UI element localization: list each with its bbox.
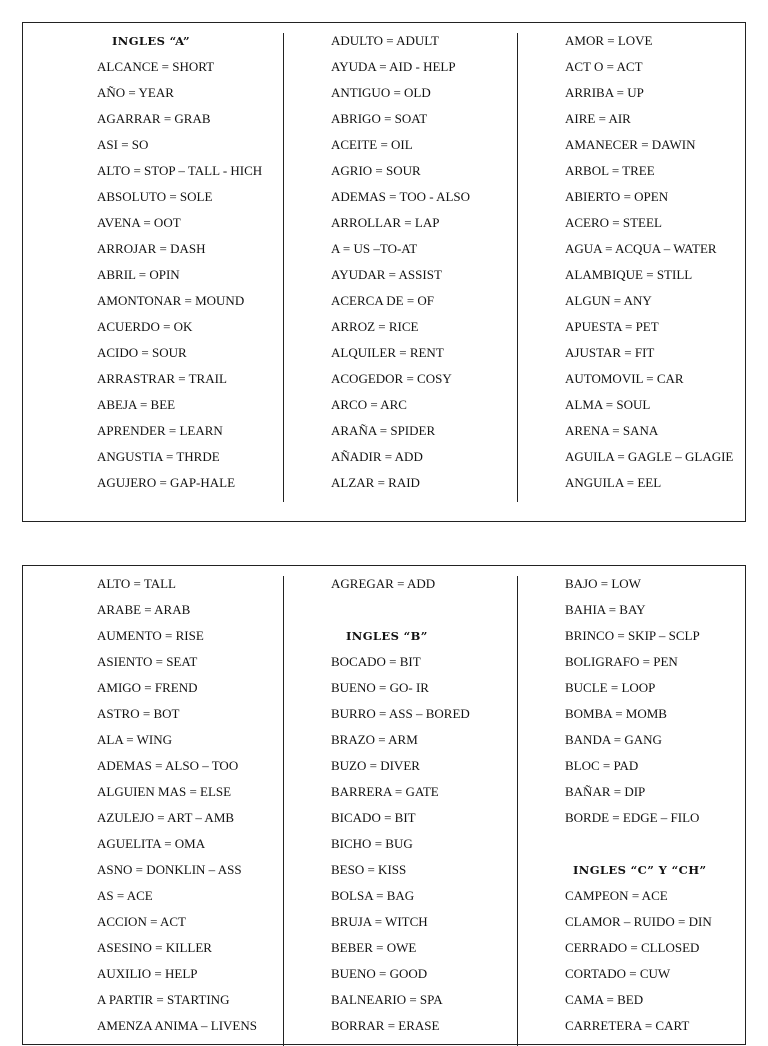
vocabulary-entry: BUZO = DIVER [331,758,420,773]
vocabulary-entry: ARENA = SANA [565,423,659,438]
vocabulary-entry: ALQUILER = RENT [331,345,444,360]
vocabulary-entry: AÑADIR = ADD [331,449,423,464]
vocabulary-entry: BUENO = GOOD [331,966,428,981]
vocabulary-column [565,28,733,496]
vocabulary-entry: ARAÑA = SPIDER [331,423,436,438]
vocabulary-entry: BICHO = BUG [331,836,413,851]
vocabulary-entry: ABEJA = BEE [97,397,176,412]
vocabulary-entry: ABRIL = OPIN [97,267,180,282]
vocabulary-entry: A PARTIR = STARTING [97,992,230,1007]
vocabulary-entry: ADEMAS = ALSO – TOO [97,758,239,773]
vocabulary-entry: AIRE = AIR [565,111,631,126]
vocabulary-entry: AMANECER = DAWIN [565,137,696,152]
vocabulary-entry: BORRAR = ERASE [331,1018,440,1033]
vocabulary-box-b [22,565,746,1045]
vocabulary-entry: ACUERDO = OK [97,319,193,334]
vocabulary-entry: ANTIGUO = OLD [331,85,431,100]
vocabulary-entry: ACT O = ACT [565,59,643,74]
vocabulary-box-a [22,22,746,522]
vocabulary-entry: BAÑAR = DIP [565,784,646,799]
vocabulary-entry: AMIGO = FREND [97,680,198,695]
vocabulary-entry: APRENDER = LEARN [97,423,223,438]
vocabulary-entry: ACEITE = OIL [331,137,413,152]
vocabulary-entry: AGUELITA = OMA [97,836,206,851]
vocabulary-entry: A = US –TO-AT [331,241,418,256]
vocabulary-entry: ABRIGO = SOAT [331,111,428,126]
vocabulary-column [97,28,262,496]
vocabulary-entry: ANGUILA = EEL [565,475,662,490]
vocabulary-entry: ALGUIEN MAS = ELSE [97,784,232,799]
vocabulary-entry: ARROJAR = DASH [97,241,206,256]
blank-line [331,597,470,623]
blank-line [565,831,712,857]
vocabulary-entry: AVENA = OOT [97,215,181,230]
vocabulary-entry: AMOR = LOVE [565,33,653,48]
vocabulary-entry: AÑO = YEAR [97,85,174,100]
column-divider [283,576,284,1046]
vocabulary-entry: AZULEJO = ART – AMB [97,810,235,825]
vocabulary-column [565,571,712,1039]
vocabulary-entry: BUCLE = LOOP [565,680,656,695]
column-divider [517,576,518,1046]
vocabulary-entry: AGARRAR = GRAB [97,111,211,126]
vocabulary-entry: ADEMAS = TOO - ALSO [331,189,471,204]
vocabulary-entry: AUTOMOVIL = CAR [565,371,684,386]
vocabulary-entry: AMONTONAR = MOUND [97,293,245,308]
vocabulary-entry: AGUJERO = GAP-HALE [97,475,236,490]
vocabulary-entry: APUESTA = PET [565,319,659,334]
vocabulary-entry: AYUDA = AID - HELP [331,59,456,74]
vocabulary-entry: ALTO = TALL [97,576,176,591]
vocabulary-entry: BOMBA = MOMB [565,706,667,721]
vocabulary-entry: ALMA = SOUL [565,397,651,412]
vocabulary-entry: ALAMBIQUE = STILL [565,267,693,282]
vocabulary-entry: CLAMOR – RUIDO = DIN [565,914,712,929]
vocabulary-entry: CERRADO = CLLOSED [565,940,700,955]
vocabulary-entry: ARRASTRAR = TRAIL [97,371,227,386]
vocabulary-entry: ACOGEDOR = COSY [331,371,452,386]
vocabulary-entry: ABSOLUTO = SOLE [97,189,213,204]
column-divider [517,33,518,502]
vocabulary-entry: ASTRO = BOT [97,706,180,721]
vocabulary-entry: ASIENTO = SEAT [97,654,198,669]
vocabulary-entry: ACERCA DE = OF [331,293,435,308]
vocabulary-entry: CARRETERA = CART [565,1018,690,1033]
vocabulary-entry: ACCION = ACT [97,914,186,929]
vocabulary-entry: CORTADO = CUW [565,966,671,981]
vocabulary-entry: BLOC = PAD [565,758,639,773]
vocabulary-entry: ARROLLAR = LAP [331,215,440,230]
vocabulary-entry: AYUDAR = ASSIST [331,267,442,282]
vocabulary-entry: ASNO = DONKLIN – ASS [97,862,242,877]
vocabulary-entry: ARABE = ARAB [97,602,191,617]
vocabulary-entry: CAMPEON = ACE [565,888,668,903]
vocabulary-entry: BORDE = EDGE – FILO [565,810,700,825]
vocabulary-entry: ARRIBA = UP [565,85,644,100]
column-divider [283,33,284,502]
vocabulary-entry: ACIDO = SOUR [97,345,187,360]
vocabulary-entry: BANDA = GANG [565,732,662,747]
section-heading: INGLES “A” [112,34,191,48]
section-heading: INGLES “B” [346,629,428,643]
vocabulary-entry: BURRO = ASS – BORED [331,706,470,721]
section-heading: INGLES “C” Y “CH” [573,863,707,877]
vocabulary-entry: AGREGAR = ADD [331,576,436,591]
vocabulary-entry: BOLSA = BAG [331,888,415,903]
vocabulary-column [97,571,257,1039]
vocabulary-entry: BALNEARIO = SPA [331,992,443,1007]
vocabulary-entry: BAHIA = BAY [565,602,646,617]
vocabulary-entry: BICADO = BIT [331,810,416,825]
vocabulary-entry: ABIERTO = OPEN [565,189,669,204]
vocabulary-entry: AUXILIO = HELP [97,966,198,981]
vocabulary-entry: ALGUN = ANY [565,293,652,308]
vocabulary-entry: AUMENTO = RISE [97,628,204,643]
vocabulary-entry: ARCO = ARC [331,397,407,412]
vocabulary-entry: AGUA = ACQUA – WATER [565,241,717,256]
vocabulary-entry: ALTO = STOP – TALL - HICH [97,163,263,178]
vocabulary-entry: ALA = WING [97,732,172,747]
vocabulary-column [331,28,470,496]
vocabulary-entry: AGUILA = GAGLE – GLAGIE [565,449,734,464]
vocabulary-entry: ARROZ = RICE [331,319,419,334]
vocabulary-entry: ALZAR = RAID [331,475,420,490]
vocabulary-entry: BESO = KISS [331,862,407,877]
vocabulary-entry: ALCANCE = SHORT [97,59,215,74]
vocabulary-entry: ANGUSTIA = THRDE [97,449,220,464]
vocabulary-entry: ASI = SO [97,137,149,152]
vocabulary-entry: ACERO = STEEL [565,215,662,230]
vocabulary-entry: AMENZA ANIMA – LIVENS [97,1018,257,1033]
vocabulary-column [331,571,470,1039]
vocabulary-entry: ARBOL = TREE [565,163,655,178]
vocabulary-entry: ASESINO = KILLER [97,940,212,955]
vocabulary-entry: ADULTO = ADULT [331,33,439,48]
vocabulary-entry: BEBER = OWE [331,940,417,955]
vocabulary-entry: AJUSTAR = FIT [565,345,655,360]
vocabulary-entry: CAMA = BED [565,992,644,1007]
vocabulary-entry: BRUJA = WITCH [331,914,428,929]
vocabulary-entry: BRAZO = ARM [331,732,418,747]
vocabulary-entry: BOLIGRAFO = PEN [565,654,678,669]
vocabulary-entry: BUENO = GO- IR [331,680,429,695]
vocabulary-entry: BRINCO = SKIP – SCLP [565,628,700,643]
vocabulary-entry: BAJO = LOW [565,576,641,591]
vocabulary-entry: BARRERA = GATE [331,784,439,799]
vocabulary-entry: BOCADO = BIT [331,654,421,669]
vocabulary-entry: AGRIO = SOUR [331,163,421,178]
vocabulary-entry: AS = ACE [97,888,153,903]
